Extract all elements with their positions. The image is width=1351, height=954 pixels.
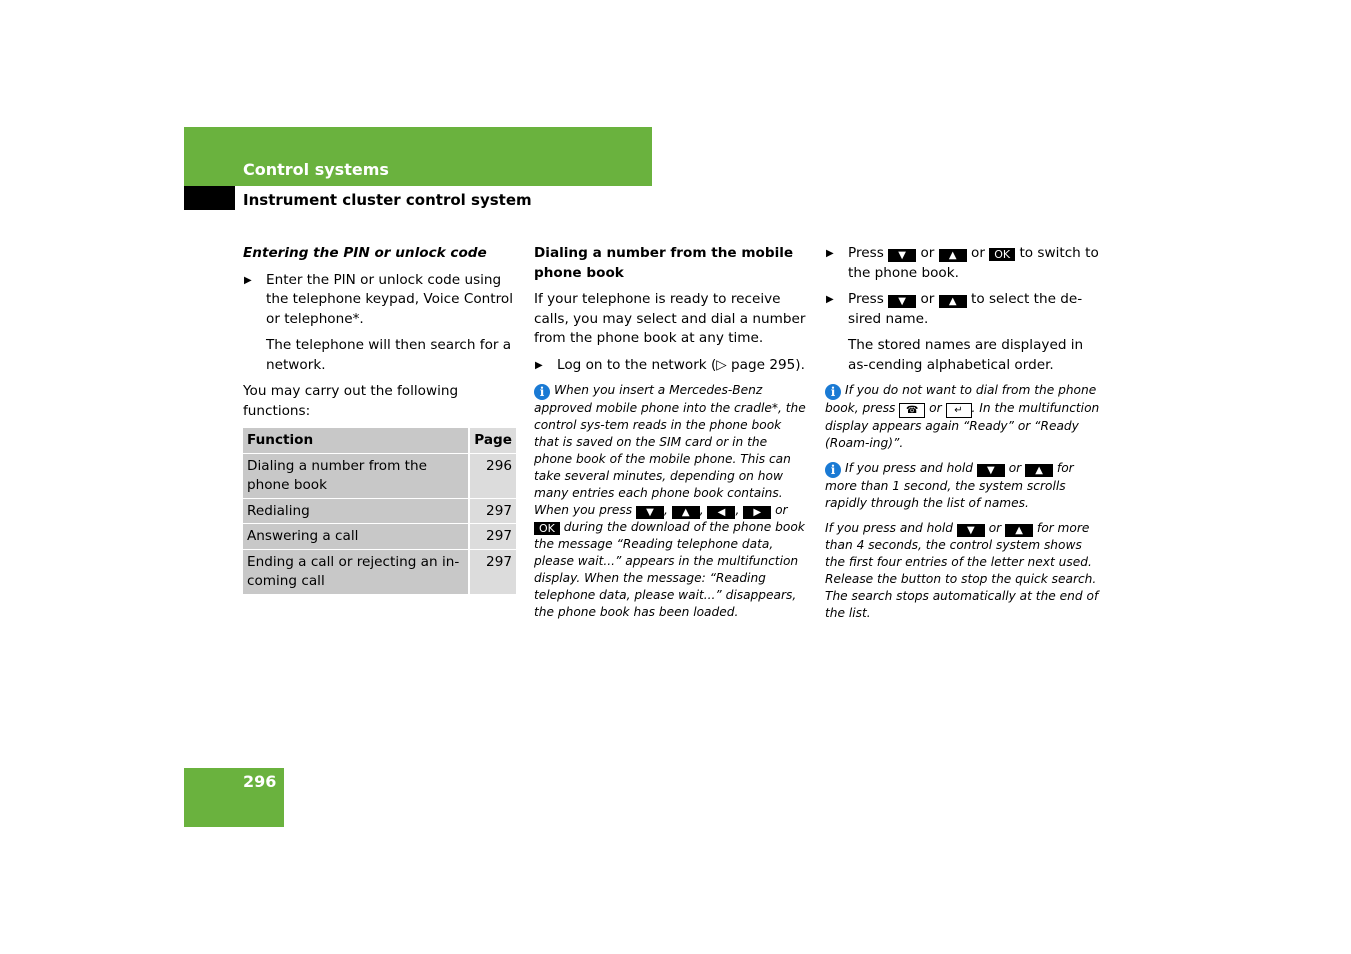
- bullet-icon: ▶: [826, 248, 834, 259]
- table-header-row: [243, 428, 516, 453]
- table-header-function: Function: [243, 428, 469, 453]
- right-key-icon: ▶: [743, 506, 771, 519]
- logon-step: [534, 356, 808, 376]
- phonebook-intro: If your telephone is ready to receive calls, you may select and dial a number from the phone book at any time.: [534, 291, 806, 346]
- quick-search-note: [825, 520, 1100, 622]
- table-header-page: Page: [469, 428, 516, 453]
- or-text: or: [988, 521, 1002, 535]
- back-key-icon: ↵: [946, 403, 972, 418]
- phonebook-heading: Dialing a number from the mobile phone book: [534, 245, 794, 281]
- phonebook-note: [534, 382, 808, 621]
- table-row: [243, 524, 516, 550]
- table-cell-page: 297: [469, 549, 516, 594]
- bullet-icon: ▶: [244, 274, 252, 286]
- switch-step-text: to switch to the phone book.: [848, 245, 1099, 281]
- table-row: [243, 549, 516, 594]
- note-text-2: for more than 4 seconds, the control system shows the first four entries of the letter next used. Release the button to stop the quick search. The search stops automatically at the end of the list.: [825, 521, 1099, 620]
- left-key-icon: ◀: [707, 506, 735, 519]
- table-cell-page: 297: [469, 524, 516, 550]
- up-key-icon: ▲: [939, 249, 967, 262]
- or-text: or: [920, 291, 935, 307]
- scroll-note: [825, 460, 1100, 512]
- column-3: [825, 244, 1100, 630]
- section-title: Control systems: [243, 160, 389, 179]
- info-icon: i: [825, 462, 841, 478]
- or-text: or: [920, 245, 935, 261]
- press-text: Press: [848, 245, 884, 261]
- pin-heading: Entering the PIN or unlock code: [243, 245, 487, 261]
- select-step-text: to select the de-sired name.: [848, 291, 1083, 327]
- table-cell-function: Answering a call: [243, 524, 469, 550]
- down-key-icon: ▼: [957, 524, 985, 537]
- table-cell-function: Redialing: [243, 498, 469, 524]
- ok-key-icon: OK: [989, 248, 1015, 261]
- note-or: or: [775, 503, 788, 517]
- select-step: [825, 290, 1100, 329]
- or-text: or: [971, 245, 985, 261]
- up-key-icon: ▲: [672, 506, 700, 519]
- note-text-1: When you insert a Mercedes-Benz approved mobile phone into the cradle*, the control sys-tem reads in the phone book that is saved on the SIM card or in the phone book of the mobile phone. This can take several minutes, depending on how many entries each phone book contains. When you press: [534, 383, 806, 517]
- functions-intro: You may carry out the following functions:: [243, 383, 459, 419]
- functions-table: [243, 428, 516, 595]
- select-result: The stored names are displayed in as-cending alphabetical order.: [848, 337, 1084, 373]
- or-text: or: [1008, 461, 1022, 475]
- pin-result: The telephone will then search for a network.: [266, 337, 512, 373]
- table-row: [243, 453, 516, 498]
- or-text: or: [929, 401, 942, 415]
- pin-step-text: Enter the PIN or unlock code using the telephone keypad, Voice Control or telephone*.: [266, 271, 513, 327]
- note-text-1: If you press and hold: [845, 461, 973, 475]
- info-icon: i: [825, 384, 841, 400]
- note-text-2: for more than 1 second, the system scrolls rapidly through the list of names.: [825, 461, 1074, 510]
- bullet-icon: ▶: [826, 294, 834, 305]
- down-key-icon: ▼: [888, 249, 916, 262]
- hangup-key-icon: ☎: [899, 403, 925, 418]
- note-text-1: If you press and hold: [825, 521, 953, 535]
- separator: ,: [699, 503, 704, 517]
- bullet-icon: ▶: [535, 359, 543, 371]
- down-key-icon: ▼: [888, 295, 916, 308]
- down-key-icon: ▼: [636, 506, 664, 519]
- up-key-icon: ▲: [1025, 464, 1053, 477]
- table-cell-function: Dialing a number from the phone book: [243, 453, 469, 498]
- pin-step: [243, 271, 517, 330]
- column-1: [243, 244, 517, 595]
- up-key-icon: ▲: [939, 295, 967, 308]
- hangup-note: [825, 382, 1100, 452]
- column-2: [534, 244, 808, 629]
- subsection-title: Instrument cluster control system: [243, 191, 532, 209]
- separator: ,: [663, 503, 668, 517]
- press-text: Press: [848, 291, 884, 307]
- separator: ,: [735, 503, 740, 517]
- note-text-2: during the download of the phone book the message “Reading telephone data, please wait...” appears in the multifunction display. When the message: “Reading telephone data, please wait...” disappears, the phone book has been loaded.: [534, 520, 805, 619]
- down-key-icon: ▼: [977, 464, 1005, 477]
- switch-step: [825, 244, 1100, 283]
- header-black-tab: [184, 186, 235, 210]
- note-text-2: . In the multifunction display appears again “Ready” or “Ready (Roam-ing)”.: [825, 401, 1100, 450]
- info-icon: i: [534, 384, 550, 400]
- table-cell-function: Ending a call or rejecting an in-coming call: [243, 549, 469, 594]
- up-key-icon: ▲: [1005, 524, 1033, 537]
- ok-key-icon: OK: [534, 522, 560, 535]
- table-row: [243, 498, 516, 524]
- logon-step-text: Log on to the network (▷ page 295).: [557, 356, 805, 373]
- table-cell-page: 297: [469, 498, 516, 524]
- table-cell-page: 296: [469, 453, 516, 498]
- note-text-1: If you do not want to dial from the phone book, press: [825, 383, 1097, 415]
- page-number: 296: [243, 772, 277, 791]
